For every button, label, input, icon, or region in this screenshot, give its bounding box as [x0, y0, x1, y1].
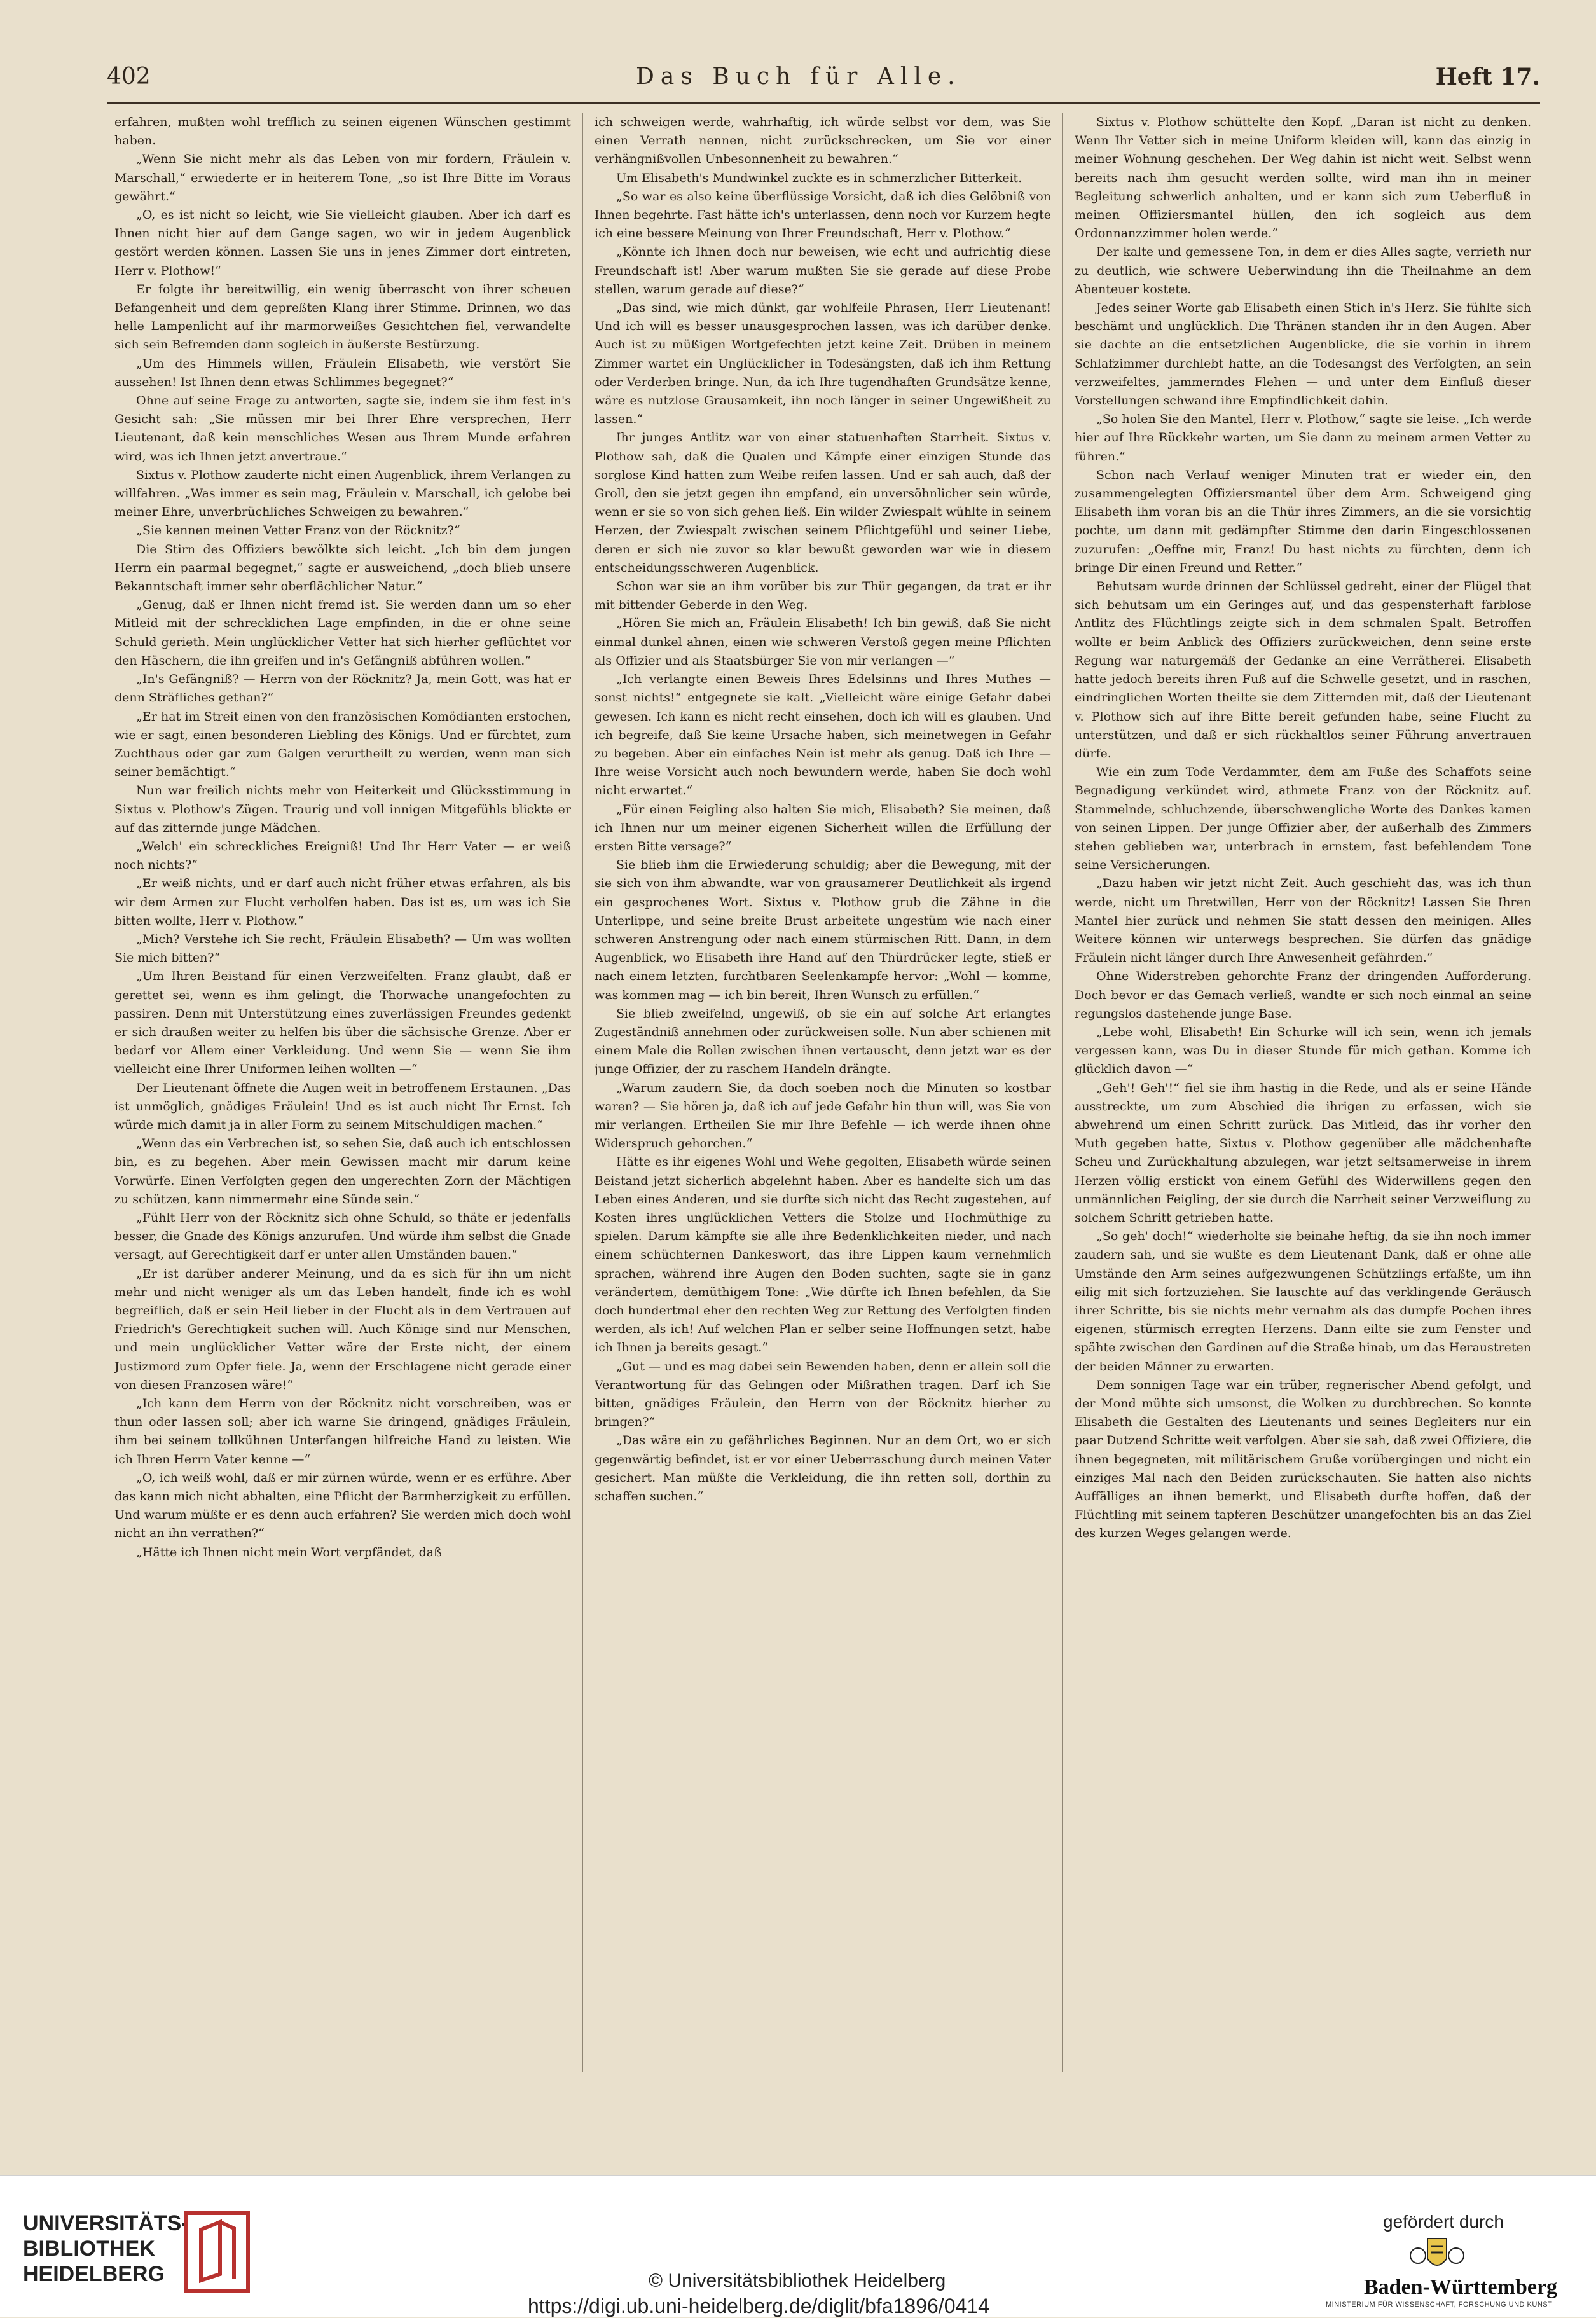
- paragraph: „Lebe wohl, Elisabeth! Ein Schurke will ich sein, wenn ich jemals vergessen kann, was Du in dieser Stunde für mich gethan. Komme ich glücklich davon —“: [1075, 1024, 1531, 1077]
- header-rule: [107, 102, 1540, 104]
- paragraph: Dem sonnigen Tage war ein trüber, regnerischer Abend gefolgt, und der Mond mühte sich umsonst, die Wolken zu durchbrechen. So konnte Elisabeth die Gestalten des Lieutenants und seines Begleiters nur ein paar Dutzend Schritte weit verfolgen. Aber sie sah, daß zwei Offiziere, die ihnen begegneten, mit militärischem Gruße vorübergingen und nicht ein einziges Mal nach den Beiden zurückschauten. Sie hatten also nichts Auffälliges an ihnen bemerkt, und Elisabeth durfte hoffen, daß der Flüchtling mit seinem tapferen Beschützer unangefochten bis an das Ziel des kurzen Weges gelangen werde.: [1075, 1377, 1531, 1541]
- paragraph: ich schweigen werde, wahrhaftig, ich würde selbst vor dem, was Sie einen Verrath nennen, nicht zurückschrecken, um Sie vor einer verhängnißvollen Unbesonnenheit zu bewahren.“: [595, 115, 1051, 167]
- paragraph: „Gut — und es mag dabei sein Bewenden haben, denn er allein soll die Verantwortung für das Gelingen oder Mißrathen tragen. Darf ich Sie bitten, gnädiges Fräulein, den Herrn von der Röcknitz hierher zu bringen?“: [595, 1359, 1051, 1430]
- paragraph: „O, ich weiß wohl, daß er mir zürnen würde, wenn er es erführe. Aber das kann mich nicht abhalten, eine Pflicht der Barmherzigkeit zu erfüllen. Und warum müßte er es denn auch erfahren? Sie werden mich doch wohl nicht an ihn verrathen?“: [114, 1470, 571, 1541]
- paragraph: „So geh' doch!“ wiederholte sie beinahe heftig, da sie ihn noch immer zaudern sah, und sie wußte es dem Lieutenant Dank, daß er ohne alle Umstände den Arm seines aufgezwungenen Schützlings erfaßte, um ihn eilig mit sich fortzuziehen. Sie lauschte auf das verklingende Geräusch ihrer Schritte, bis sie nichts mehr vernahm als das dumpfe Pochen ihres eigenen, stürmisch erregten Herzens. Dann eilte sie zum Fenster und spähte zwischen den Gardinen auf die Straße hinab, um das Heraustreten der beiden Männer zu erwarten.: [1075, 1229, 1531, 1374]
- paragraph: „Ich verlangte einen Beweis Ihres Edelsinns und Ihres Muthes — sonst nichts!“ entgegnete sie kalt. „Vielleicht wäre einige Gefahr dabei gewesen. Ich kann es nicht recht einsehen, doch ich will es glauben. Und ich begreife, daß Sie keine Ursache haben, sich meinetwegen in Gefahr zu begeben. Aber ein einfaches Nein ist mehr als genug. Daß ich Ihre — Ihre weise Vorsicht auch noch bewundern werde, haben Sie doch wohl nicht erwartet.“: [595, 672, 1051, 798]
- paragraph: „Könnte ich Ihnen doch nur beweisen, wie echt und aufrichtig diese Freundschaft ist! Aber warum mußten Sie sie gerade auf diese Probe stellen, warum gerade auf diese?“: [595, 245, 1051, 296]
- university-library-logo[interactable]: [23, 2211, 252, 2293]
- sponsor-ministry: MINISTERIUM FÜR WISSENSCHAFT, FORSCHUNG UND KUNST: [1326, 2301, 1553, 2308]
- paragraph: Ohne Widerstreben gehorchte Franz der dringenden Aufforderung. Doch bevor er das Gemach verließ, wandte er sich noch einmal an seine regungslos dastehende junge Base.: [1075, 969, 1531, 1021]
- paragraph: „Für einen Feigling also halten Sie mich, Elisabeth? Sie meinen, daß ich Ihnen nur um meiner eigenen Sicherheit willen die Erfüllung der ersten Bitte versage?“: [595, 802, 1051, 853]
- paragraph: „Genug, daß er Ihnen nicht fremd ist. Sie werden dann um so eher Mitleid mit der schrecklichen Lage empfinden, in die er ohne seine Schuld gerieth. Mein unglücklicher Vetter hat sich hierher geflüchtet vor den Häschern, die ihn greifen und in's Gefängniß abführen wollen.“: [114, 598, 571, 668]
- state-crest-icon: [1405, 2233, 1469, 2278]
- paragraph: Nun war freilich nichts mehr von Heiterkeit und Glücksstimmung in Sixtus v. Plothow's Zügen. Traurig und voll innigen Mitgefühls blickte er auf das zitternde junge Mädchen.: [114, 783, 571, 835]
- paragraph: Behutsam wurde drinnen der Schlüssel gedreht, einer der Flügel that sich behutsam um ein Geringes auf, und das gespensterhaft farblose Antlitz des Flüchtlings zeigte sich in dem schmalen Spalt. Betroffen wollte er beim Anblick des Offiziers zurückweichen, denn seine erste Regung war naturgemäß der Gedanke an eine Verrätherei. Elisabeth hatte jedoch bereits ihren Fuß auf die Schwelle gesetzt, und in raschen, eindringlichen Worten theilte sie dem Zitternden mit, daß der Lieutenant v. Plothow sich auf ihre Bitte bereit gefunden habe, seine Flucht zu unterstützen, und daß er sich rückhaltlos seiner Führung anvertrauen dürfe.: [1075, 579, 1531, 761]
- paragraph: Die Stirn des Offiziers bewölkte sich leicht. „Ich bin dem jungen Herrn ein paarmal begegnet,“ sagte er ausweichend, „doch blieb unsere Bekanntschaft immer sehr oberflächlicher Natur.“: [114, 542, 571, 594]
- footer-rule: [0, 2175, 1596, 2176]
- paragraph: Sixtus v. Plothow schüttelte den Kopf. „Daran ist nicht zu denken. Wenn Ihr Vetter sich in meine Uniform kleiden will, kann das einzig in meiner Wohnung geschehen. Der Weg dahin ist nicht weit. Selbst wenn bereits nach ihm gesucht werden sollte, wird man ihn in meiner Begleitung schwerlich anhalten, und er kann sich zum Ueberfluß in meinen Offiziersmantel hüllen, den ich sogleich aus dem Ordonnanzzimmer holen werde.“: [1075, 115, 1531, 241]
- viewer-footer: [0, 2175, 1596, 2317]
- paragraph: „Wenn Sie nicht mehr als das Leben von mir fordern, Fräulein v. Marschall,“ erwiederte er in heiterem Tone, „so ist Ihre Bitte im Voraus gewährt.“: [114, 152, 571, 204]
- text-column-1: [114, 113, 571, 2072]
- paragraph: Um Elisabeth's Mundwinkel zuckte es in schmerzlicher Bitterkeit.: [616, 170, 1022, 185]
- paragraph: Sie blieb zweifelnd, ungewiß, ob sie ein auf solche Art erlangtes Zugeständniß annehmen oder zurückweisen solle. Nun aber schienen mit einem Male die Rollen zwischen ihnen vertauscht, denn jetzt war es der junge Offizier, der zu raschem Handeln drängte.: [595, 1006, 1051, 1077]
- paragraph: Schon nach Verlauf weniger Minuten trat er wieder ein, den zusammengelegten Offiziersmantel über dem Arm. Schweigend ging Elisabeth ihm voran bis an die Thür ihres Zimmers, an die sie vorsichtig pochte, um dann mit gedämpfter Stimme den darin Eingeschlossenen zuzurufen: „Oeffne mir, Franz! Du hast nichts zu fürchten, denn ich bringe Dir einen Freund und Retter.“: [1075, 467, 1531, 575]
- paragraph: „Sie kennen meinen Vetter Franz von der Röcknitz?“: [136, 523, 460, 538]
- column-divider: [1062, 113, 1063, 2072]
- paragraph: „So holen Sie den Mantel, Herr v. Plothow,“ sagte sie leise. „Ich werde hier auf Ihre Rückkehr warten, um Sie dann zu meinem armen Vetter zu führen.“: [1075, 412, 1531, 464]
- paragraph: „Er ist darüber anderer Meinung, und da es sich für ihn um nicht mehr und nicht weniger als um das Leben handelt, finde ich es wohl begreiflich, daß er sein Heil lieber in der Flucht als in dem Vertrauen auf Friedrich's Gerechtigkeit suchen will. Auch Könige sind nur Menschen, und mein unglücklicher Vetter wäre der Erste nicht, der einem Justizmord zum Opfer fiele. Ja, wenn der Erschlagene nicht gerade einer von diesen Franzosen wäre!“: [114, 1266, 571, 1392]
- paragraph: „Das wäre ein zu gefährliches Beginnen. Nur an dem Ort, wo er sich gegenwärtig befindet, ist er vor einer Ueberraschung durch meinen Vater gesichert. Man müßte die Verkleidung, die ihn retten soll, dorthin zu schaffen suchen.“: [595, 1433, 1051, 1504]
- paragraph: „Hätte ich Ihnen nicht mein Wort verpfändet, daß: [136, 1545, 442, 1559]
- paragraph: „O, es ist nicht so leicht, wie Sie vielleicht glauben. Aber ich darf es Ihnen nicht hier auf dem Gange sagen, wo wir in jedem Augenblick gestört werden können. Lassen Sie uns in jenes Zimmer dort eintreten, Herr v. Plothow!“: [114, 208, 571, 278]
- paragraph: Der Lieutenant öffnete die Augen weit in betroffenem Erstaunen. „Das ist unmöglich, gnädiges Fräulein! Und es ist auch nicht Ihr Ernst. Ich würde mich damit ja in aller Form zu seinem Mitschuldigen machen.“: [114, 1080, 571, 1132]
- paragraph: „Hören Sie mich an, Fräulein Elisabeth! Ich bin gewiß, daß Sie nicht einmal dunkel ahnen, einen wie schweren Verstoß gegen meine Pflichten als Offizier und als Staatsbürger Sie von mir verlangen —“: [595, 616, 1051, 668]
- paragraph: „Dazu haben wir jetzt nicht Zeit. Auch geschieht das, was ich thun werde, nicht um Ihretwillen, Herr von der Röcknitz! Lassen Sie Ihren Mantel hier zurück und nehmen Sie statt dessen den meinigen. Alles Weitere können wir unterwegs besprechen. Sie dürfen das gnädige Fräulein nicht länger durch Ihre Anwesenheit gefährden.“: [1075, 876, 1531, 965]
- paragraph: „In's Gefängniß? — Herrn von der Röcknitz? Ja, mein Gott, was hat er denn Sträfliches gethan?“: [114, 672, 571, 705]
- paragraph: „Fühlt Herr von der Röcknitz sich ohne Schuld, so thäte er jedenfalls besser, die Gnade des Königs anzurufen. Und würde ihm selbst die Gnade versagt, auf Gerechtigkeit darf er unter allen Umständen bauen.“: [114, 1210, 571, 1262]
- paragraph: Wie ein zum Tode Verdammter, dem am Fuße des Schaffots seine Begnadigung verkündet wird, athmete Franz von der Röcknitz auf. Stammelnde, schluchzende, überschwengliche Worte des Dankes kamen von seinen Lippen. Der junge Offizier aber, der außerhalb des Zimmers stehen geblieben war, unterbrach in ernstem, fast befehlendem Tone seine Versicherungen.: [1075, 765, 1531, 873]
- paragraph: Jedes seiner Worte gab Elisabeth einen Stich in's Herz. Sie fühlte sich beschämt und unglücklich. Die Thränen standen ihr in den Augen. Aber sie dachte an die entsetzlichen Augenblicke, die sie vorhin in ihrem Schlafzimmer durchlebt hatte, an die Todesangst des Verfolgten, an sein verzweifeltes, jammerndes Flehen — und unter dem Einfluß dieser Vorstellungen schwand ihre Empfindlichkeit dahin.: [1075, 301, 1531, 408]
- paragraph: Der kalte und gemessene Ton, in dem er dies Alles sagte, verrieth nur zu deutlich, wie schwere Ueberwindung ihn die Theilnahme an dem Abenteuer kostete.: [1075, 245, 1531, 296]
- paragraph: Ohne auf seine Frage zu antworten, sagte sie, indem sie ihm fest in's Gesicht sah: „Sie müssen mir bei Ihrer Ehre versprechen, Herr Lieutenant, daß kein menschliches Wesen aus Ihrem Munde erfahren wird, was ich Ihnen jetzt anvertraue.“: [114, 394, 571, 464]
- paragraph: „Das sind, wie mich dünkt, gar wohlfeile Phrasen, Herr Lieutenant! Und ich will es besser unausgesprochen lassen, was ich darüber denke. Auch ist zu müßigen Wortgefechten jetzt keine Zeit. Drüben in meinem Zimmer wartet ein Unglücklicher in Todesängsten, daß ich ihm Rettung oder Verderben bringe. Nun, da ich Ihre tugendhaften Grundsätze kenne, wäre es nutzlose Grausamkeit, ihn noch länger in seiner Ungewißheit zu lassen.“: [595, 301, 1051, 427]
- paragraph: „Welch' ein schreckliches Ereigniß! Und Ihr Herr Vater — er weiß noch nichts?“: [114, 839, 571, 873]
- paragraph: Sixtus v. Plothow zauderte nicht einen Augenblick, ihrem Verlangen zu willfahren. „Was immer es sein mag, Fräulein v. Marschall, ich gelobe bei meiner Ehre, unverbrüchliches Schweigen zu bewahren.“: [114, 467, 571, 520]
- paragraph: Sie blieb ihm die Erwiederung schuldig; aber die Bewegung, mit der sie sich von ihm abwandte, war von grausamerer Deutlichkeit als irgend ein gesprochenes Wort. Sixtus v. Plothow grub die Zähne in die Unterlippe, und seine breite Brust arbeitete ungestüm wie nach einer schweren Anstrengung oder nach einem stürmischen Ritt. Dann, in dem Augenblick, wo Elisabeth ihre Hand auf den Thürdrücker legte, stieß er nach einem letzten, furchtbaren Seelenkampfe hervor: „Wohl — komme, was kommen mag — ich bin bereit, Ihren Wunsch zu erfüllen.“: [595, 858, 1051, 1002]
- paragraph: „Er hat im Streit einen von den französischen Komödianten erstochen, wie er sagt, einen besonderen Liebling des Königs. Und er fürchtet, zum Zuchthaus oder gar zum Galgen verurtheilt zu werden, wenn man sich seiner bemächtigt.“: [114, 709, 571, 780]
- copyright-notice: © Universitätsbibliothek Heidelberg: [649, 2270, 946, 2291]
- paragraph: „Wenn das ein Verbrechen ist, so sehen Sie, daß auch ich entschlossen bin, es zu begehen. Aber mein Gewissen macht mir darum keine Vorwürfe. Einen Verfolgten gegen den ungerechten Zorn der Mächtigen zu schützen, kann nimmermehr eine Sünde sein.“: [114, 1136, 571, 1206]
- paragraph: Ihr junges Antlitz war von einer statuenhaften Starrheit. Sixtus v. Plothow sah, daß die Qualen und Kämpfe einer einzigen Stunde das sorglose Kind hatten zum Weibe reifen lassen. Und er sah auch, daß der Groll, den sie jetzt gegen ihn empfand, ein unversöhnlicher sein würde, wenn er sie so von sich gehen ließ. Ein wilder Zwiespalt wühlte in seinem Herzen, der Zwiespalt zwischen seinem Pflichtgefühl und seiner Liebe, deren er sich nie zuvor so klar bewußt geworden war wie in diesem entscheidungsschweren Augenblick.: [595, 431, 1051, 575]
- sponsor-name[interactable]: Baden-Württemberg: [1364, 2275, 1558, 2299]
- paragraph: Hätte es ihr eigenes Wohl und Wehe gegolten, Elisabeth würde seinen Beistand jetzt sicherlich abgelehnt haben. Aber es handelte sich um das Leben eines Anderen, und sie durfte sich nicht das Recht zugestehen, auf Kosten ihres unglücklichen Vetters die Stolze und Hochmüthige zu spielen. Darum kämpfte sie alle ihre Bedenklichkeiten nieder, und nach einem schüchternen Dankeswort, das ihre Lippen kaum vernehmlich sprachen, während ihre Augen den Boden suchten, sagte sie in ganz verändertem, demüthigem Tone: „Wie dürfte ich Ihnen befehlen, da Sie doch hundertmal eher den rechten Weg zur Rettung des Verfolgten finden werden, als ich! Auf welchen Plan er selber seine Hoffnungen setzt, habe ich Ihnen ja bereits gesagt.“: [595, 1155, 1051, 1355]
- paragraph: „Um Ihren Beistand für einen Verzweifelten. Franz glaubt, daß er gerettet sei, wenn es ihm gelingt, die Thorwache unangefochten zu passiren. Denn mit Unterstützung eines zuverlässigen Freundes gedenkt er sich draußen weiter zu helfen bis über die sächsische Grenze. Aber er bedarf vor Allem einer Verkleidung. Und wenn Sie — wenn Sie ihm vielleicht eine Ihrer Uniformen leihen wollten —“: [114, 969, 571, 1077]
- paragraph: erfahren, mußten wohl trefflich zu seinen eigenen Wünschen gestimmt haben.: [114, 115, 571, 148]
- text-column-2: [595, 113, 1051, 2072]
- text-column-3: [1075, 113, 1531, 2072]
- permalink-url[interactable]: https://digi.ub.uni-heidelberg.de/diglit/bfa1896/0414: [528, 2294, 989, 2317]
- paragraph: „Warum zaudern Sie, da doch soeben noch die Minuten so kostbar waren? — Sie hören ja, daß ich auf jede Gefahr hin thun will, was Sie von mir verlangen. Ertheilen Sie mir Ihre Befehle — ich werde ihnen ohne Widerspruch gehorchen.“: [595, 1080, 1051, 1151]
- paragraph: Schon war sie an ihm vorüber bis zur Thür gegangen, da trat er ihr mit bittender Geberde in den Weg.: [595, 579, 1051, 612]
- column-divider: [582, 113, 583, 2072]
- paragraph: „Er weiß nichts, und er darf auch nicht früher etwas erfahren, als bis wir dem Armen zur Flucht verholfen haben. Das ist es, um was ich Sie bitten wollte, Herr v. Plothow.“: [114, 876, 571, 928]
- issue-label: Heft 17.: [1435, 64, 1540, 90]
- library-name-line-2: BIBLIOTHEK: [23, 2237, 155, 2261]
- library-name-line-3: HEIDELBERG: [23, 2262, 165, 2286]
- library-emblem-icon: [182, 2211, 252, 2293]
- sponsor-caption: gefördert durch: [1383, 2212, 1504, 2232]
- paragraph: Er folgte ihr bereitwillig, ein wenig überrascht von ihrer scheuen Befangenheit und dem gepreßten Klang ihrer Stimme. Drinnen, wo das helle Lampenlicht auf ihr marmorweißes Gesichtchen fiel, verwandelte sich sein Befremden dann sogleich in äußerste Bestürzung.: [114, 282, 571, 352]
- paragraph: „Um des Himmels willen, Fräulein Elisabeth, wie verstört Sie aussehen! Ist Ihnen denn etwas Schlimmes begegnet?“: [114, 356, 571, 389]
- page-number: 402: [107, 64, 151, 90]
- paragraph: „Mich? Verstehe ich Sie recht, Fräulein Elisabeth? — Um was wollten Sie mich bitten?“: [114, 932, 571, 965]
- library-name-line-1: UNIVERSITÄTS-: [23, 2211, 189, 2235]
- paragraph: „So war es also keine überflüssige Vorsicht, daß ich dies Gelöbniß von Ihnen begehrte. Fast hätte ich's unterlassen, denn noch vor Kurzem hegte ich eine bessere Meinung von Ihrer Freundschaft, Herr v. Plothow.“: [595, 189, 1051, 241]
- running-title: Das Buch für Alle.: [636, 64, 961, 90]
- paragraph: „Ich kann dem Herrn von der Röcknitz nicht vorschreiben, was er thun oder lassen soll; aber ich warne Sie dringend, gnädiges Fräulein, ihm bei seinem tollkühnen Unterfangen hilfreiche Hand zu leisten. Wie ich Ihren Herrn Vater kenne —“: [114, 1397, 571, 1466]
- paragraph: „Geh'! Geh'!“ fiel sie ihm hastig in die Rede, und als er seine Hände ausstreckte, um zum Abschied die ihrigen zu erfassen, wich sie abwehrend um einen Schritt zurück. Das Mitleid, das ihr vorher den Muth gegeben hatte, Sixtus v. Plothow gegenüber alle mädchenhafte Scheu und Zurückhaltung abzulegen, war jetzt seltsamerweise in ihrem Herzen völlig erstickt von einem Gefühl des Widerwillens gegen den unmännlichen Feigling, der sie durch die Narrheit seiner Verzweiflung zu solchem Schritt getrieben hatte.: [1075, 1080, 1531, 1225]
